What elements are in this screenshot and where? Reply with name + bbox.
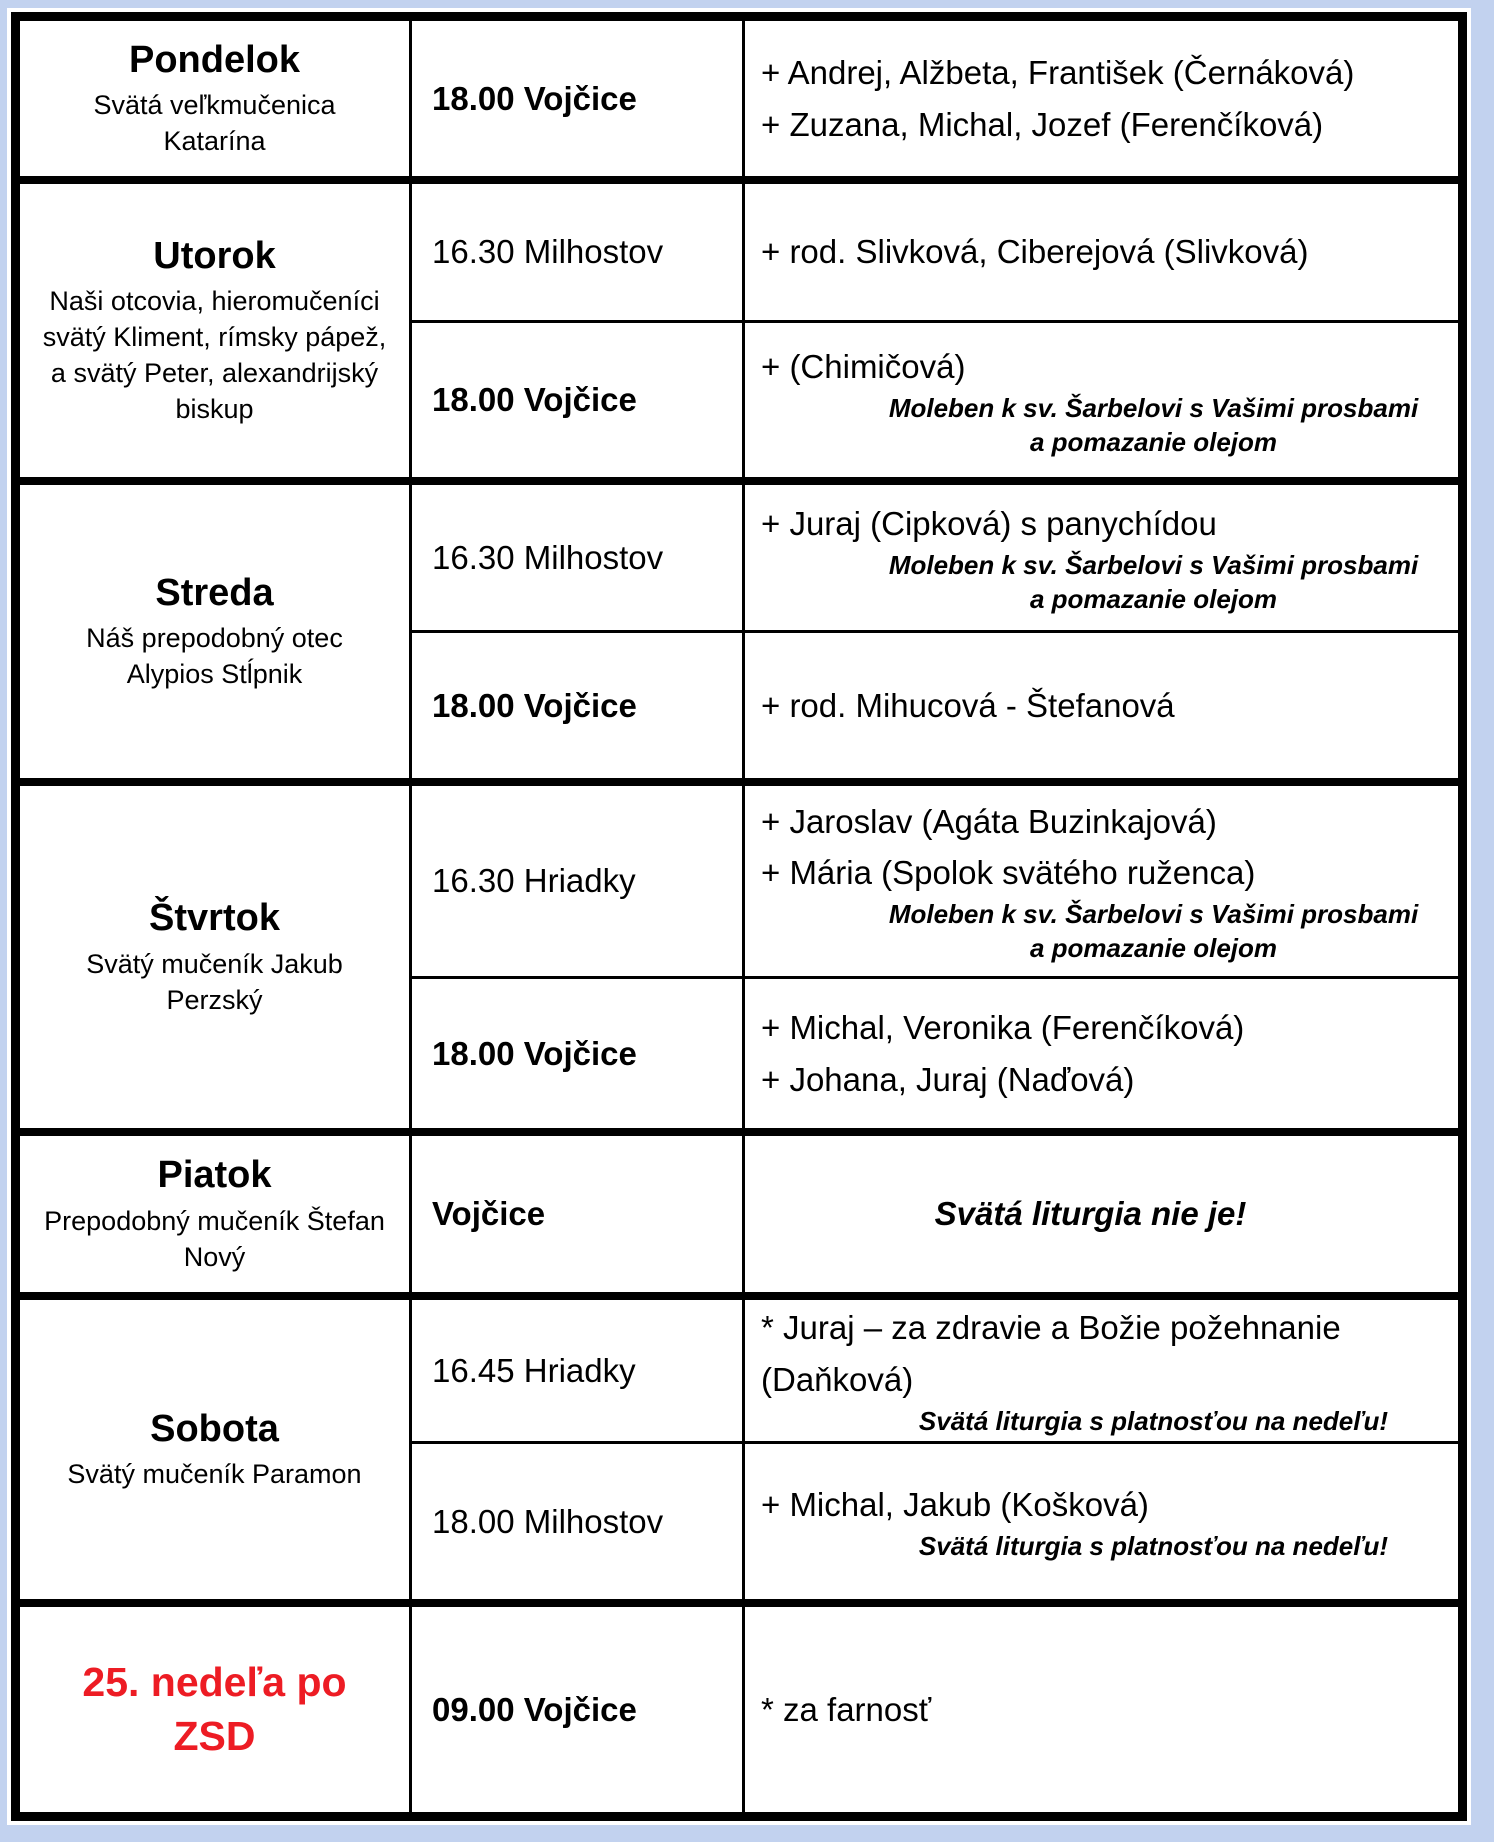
day-feast: Svätá veľkmučenica Katarína [93, 90, 336, 157]
service-time: 18.00 Vojčice [432, 381, 637, 418]
service-time-cell [412, 485, 745, 630]
no-liturgy-note: Svätá liturgia nie je! [934, 1195, 1247, 1232]
service-time: 18.00 Vojčice [432, 1034, 637, 1072]
intention-line: + Michal, Jakub (Košková) [761, 1486, 1149, 1524]
service-note: Svätá liturgia s platnosťou na nedeľu! [918, 1405, 1389, 1436]
day-cell [20, 485, 412, 778]
day-cell [20, 1136, 412, 1292]
day-feast: Prepodobný mučeník Štefan Nový [44, 1205, 385, 1272]
service-intentions-cell [745, 1607, 1458, 1812]
day-cell [20, 1607, 412, 1812]
day-cell [20, 21, 412, 176]
day-feast: Svätý mučeník Paramon [67, 1459, 362, 1490]
day-feast: Náš prepodobný otec Alypios Stĺpnik [86, 623, 343, 690]
service-time-cell [412, 320, 745, 477]
day-name: Štvrtok [149, 897, 280, 940]
day-name: Pondelok [128, 38, 301, 81]
service-time: 16.45 Hriadky [432, 1351, 636, 1389]
day-name-sunday: 25. nedeľa po ZSD [82, 1659, 347, 1759]
service-time: 18.00 Milhostov [432, 1502, 664, 1540]
service-note: a pomazanie olejom [1029, 426, 1278, 457]
day-row-utorok [20, 176, 1458, 477]
service-note: Moleben k sv. Šarbelovi s Vašimi prosbami [888, 392, 1419, 423]
service-time: 16.30 Milhostov [432, 233, 664, 270]
intention-line: + Zuzana, Michal, Jozef (Ferenčíková) [761, 105, 1324, 143]
intention-line: + rod. Mihucová - Štefanová [761, 686, 1175, 724]
service-note: a pomazanie olejom [1029, 933, 1278, 964]
service-time-cell [412, 1136, 745, 1292]
day-cell [20, 786, 412, 1128]
service-time: 16.30 Milhostov [432, 538, 664, 576]
day-cell [20, 1300, 412, 1599]
intention-line: + Andrej, Alžbeta, František (Černáková) [761, 54, 1355, 92]
service-intentions-cell [745, 485, 1458, 630]
day-name: Piatok [157, 1154, 272, 1197]
service-intentions-cell [745, 1300, 1458, 1441]
service-time-cell [412, 630, 745, 778]
service-time-cell [412, 786, 745, 976]
day-feast: Naši otcovia, hieromučeníci svätý Kliment, rímsky pápež, a svätý Peter, alexandrijský biskup [42, 286, 387, 425]
service-intentions-cell [745, 1136, 1458, 1292]
day-cell [20, 184, 412, 477]
intention-line: + (Chimičová) [761, 347, 966, 385]
service-intentions-cell [745, 184, 1458, 320]
day-feast: Svätý mučeník Jakub Perzský [86, 948, 343, 1015]
service-intentions-cell [745, 630, 1458, 778]
service-time-cell [412, 1300, 745, 1441]
service-intentions-cell [745, 976, 1458, 1128]
service-time-cell [412, 21, 745, 176]
service-time: 18.00 Vojčice [432, 79, 637, 117]
service-intentions-cell [745, 786, 1458, 976]
intention-line: + rod. Slivková, Ciberejová (Slivková) [761, 233, 1309, 271]
service-note: Moleben k sv. Šarbelovi s Vašimi prosbami [888, 550, 1419, 581]
liturgical-schedule-table [11, 12, 1467, 1821]
intention-line: + Michal, Veronika (Ferenčíková) [761, 1009, 1245, 1047]
service-time: 18.00 Vojčice [432, 686, 637, 724]
service-time: 16.30 Hriadky [432, 862, 636, 899]
day-row-sobota [20, 1292, 1458, 1599]
service-time: 09.00 Vojčice [432, 1690, 637, 1728]
service-note: Svätá liturgia s platnosťou na nedeľu! [918, 1531, 1389, 1562]
service-intentions-cell [745, 320, 1458, 477]
day-name: Utorok [153, 234, 276, 277]
day-row-nedela [20, 1599, 1458, 1812]
intention-line: + Juraj (Cipková) s panychídou [761, 505, 1217, 543]
service-time-cell [412, 976, 745, 1128]
day-row-stvrtok [20, 778, 1458, 1128]
intention-line: + Jaroslav (Agáta Buzinkajová) [761, 803, 1217, 841]
service-time: Vojčice [432, 1195, 546, 1232]
day-row-streda [20, 477, 1458, 778]
page-background [7, 8, 1471, 1825]
intention-line: + Mária (Spolok svätého ruženca) [761, 854, 1256, 892]
intention-line: * za farnosť [761, 1690, 932, 1728]
service-note: Moleben k sv. Šarbelovi s Vašimi prosbami [888, 899, 1419, 930]
day-row-piatok [20, 1128, 1458, 1292]
intention-line: + Johana, Juraj (Naďová) [761, 1060, 1135, 1098]
day-name: Sobota [150, 1407, 279, 1450]
service-intentions-cell [745, 21, 1458, 176]
day-row-pondelok [20, 21, 1458, 176]
service-intentions-cell [745, 1441, 1458, 1599]
intention-line: * Juraj – za zdravie a Božie požehnanie (Daňková) [761, 1309, 1341, 1398]
service-note: a pomazanie olejom [1029, 584, 1278, 615]
service-time-cell [412, 184, 745, 320]
day-name: Streda [155, 571, 274, 614]
service-time-cell [412, 1607, 745, 1812]
service-time-cell [412, 1441, 745, 1599]
